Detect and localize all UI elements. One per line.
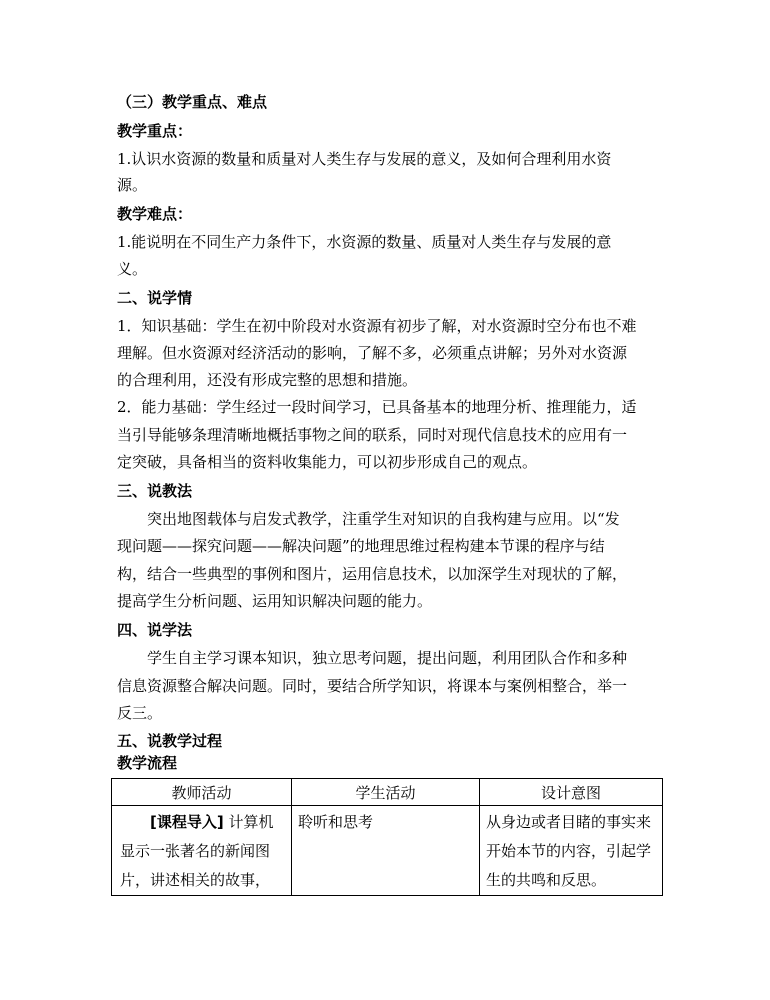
teacher-activity-cell [112, 806, 292, 896]
section-heading: 三、说教法 [117, 482, 193, 500]
design-intent-cell [480, 806, 663, 896]
table-header-row [112, 779, 663, 806]
paragraph-line: 义。 [117, 260, 148, 278]
section-heading: 五、说教学过程 [117, 732, 223, 750]
subheading: 教学重点： [117, 122, 193, 140]
paragraph-line: 的合理利用，还没有形成完整的思想和措施。 [117, 371, 418, 389]
teacher-activity-text: 计算机显示一张著名的新闻图片，讲述相关的故事， [120, 813, 274, 889]
table-row [112, 806, 663, 896]
paragraph-line: 信息资源整合解决问题。同时，要结合所学知识，将课本与案例相整合，举一 [117, 677, 628, 695]
table-header-student: 学生活动 [292, 779, 480, 806]
subheading: 教学难点： [117, 205, 193, 223]
paragraph-line: 学生自主学习课本知识，独立思考问题，提出问题，利用团队合作和多种 [147, 649, 628, 667]
paragraph-line: 反三。 [117, 704, 163, 722]
table-header-intent: 设计意图 [480, 779, 663, 806]
design-intent-text: 从身边或者目睹的事实来开始本节的内容，引起学生的共鸣和反思。 [486, 813, 652, 889]
paragraph-line: 源。 [117, 176, 148, 194]
section-heading: 二、说学情 [117, 289, 193, 307]
paragraph-line: 当引导能够条理清晰地概括事物之间的联系，同时对现代信息技术的应用有一 [117, 426, 628, 444]
student-activity-text: 聆听和思考 [298, 813, 374, 831]
paragraph-line: 提高学生分析问题、运用知识解决问题的能力。 [117, 592, 433, 610]
section-heading: （三）教学重点、难点 [117, 93, 268, 111]
paragraph-line: 1.能说明在不同生产力条件下，水资源的数量、质量对人类生存与发展的意 [117, 233, 612, 251]
paragraph-line: 定突破，具备相当的资料收集能力，可以初步形成自己的观点。 [117, 453, 538, 471]
paragraph-line: 1.认识水资源的数量和质量对人类生存与发展的意义，及如何合理利用水资 [117, 150, 612, 168]
paragraph-line: 1．知识基础：学生在初中阶段对水资源有初步了解，对水资源时空分布也不难 [117, 317, 637, 335]
student-activity-cell [292, 806, 480, 896]
section-heading: 四、说学法 [117, 621, 193, 639]
paragraph-line: 突出地图载体与启发式教学，注重学生对知识的自我构建与应用。以“发 [147, 510, 620, 528]
paragraph-line: 现问题——探究问题——解决问题”的地理思维过程构建本节课的程序与结 [117, 537, 605, 555]
table-header-teacher: 教师活动 [112, 779, 292, 806]
paragraph-line: 2．能力基础：学生经过一段时间学习，已具备基本的地理分析、推理能力，适 [117, 398, 637, 416]
paragraph-line: 构，结合一些典型的事例和图片，运用信息技术，以加深学生对现状的了解， [117, 565, 628, 583]
subheading: 教学流程 [117, 754, 178, 772]
lesson-intro-tag: [课程导入] [150, 813, 224, 831]
paragraph-line: 理解。但水资源对经济活动的影响，了解不多，必须重点讲解；另外对水资源 [117, 344, 628, 362]
teaching-process-table [111, 778, 663, 896]
